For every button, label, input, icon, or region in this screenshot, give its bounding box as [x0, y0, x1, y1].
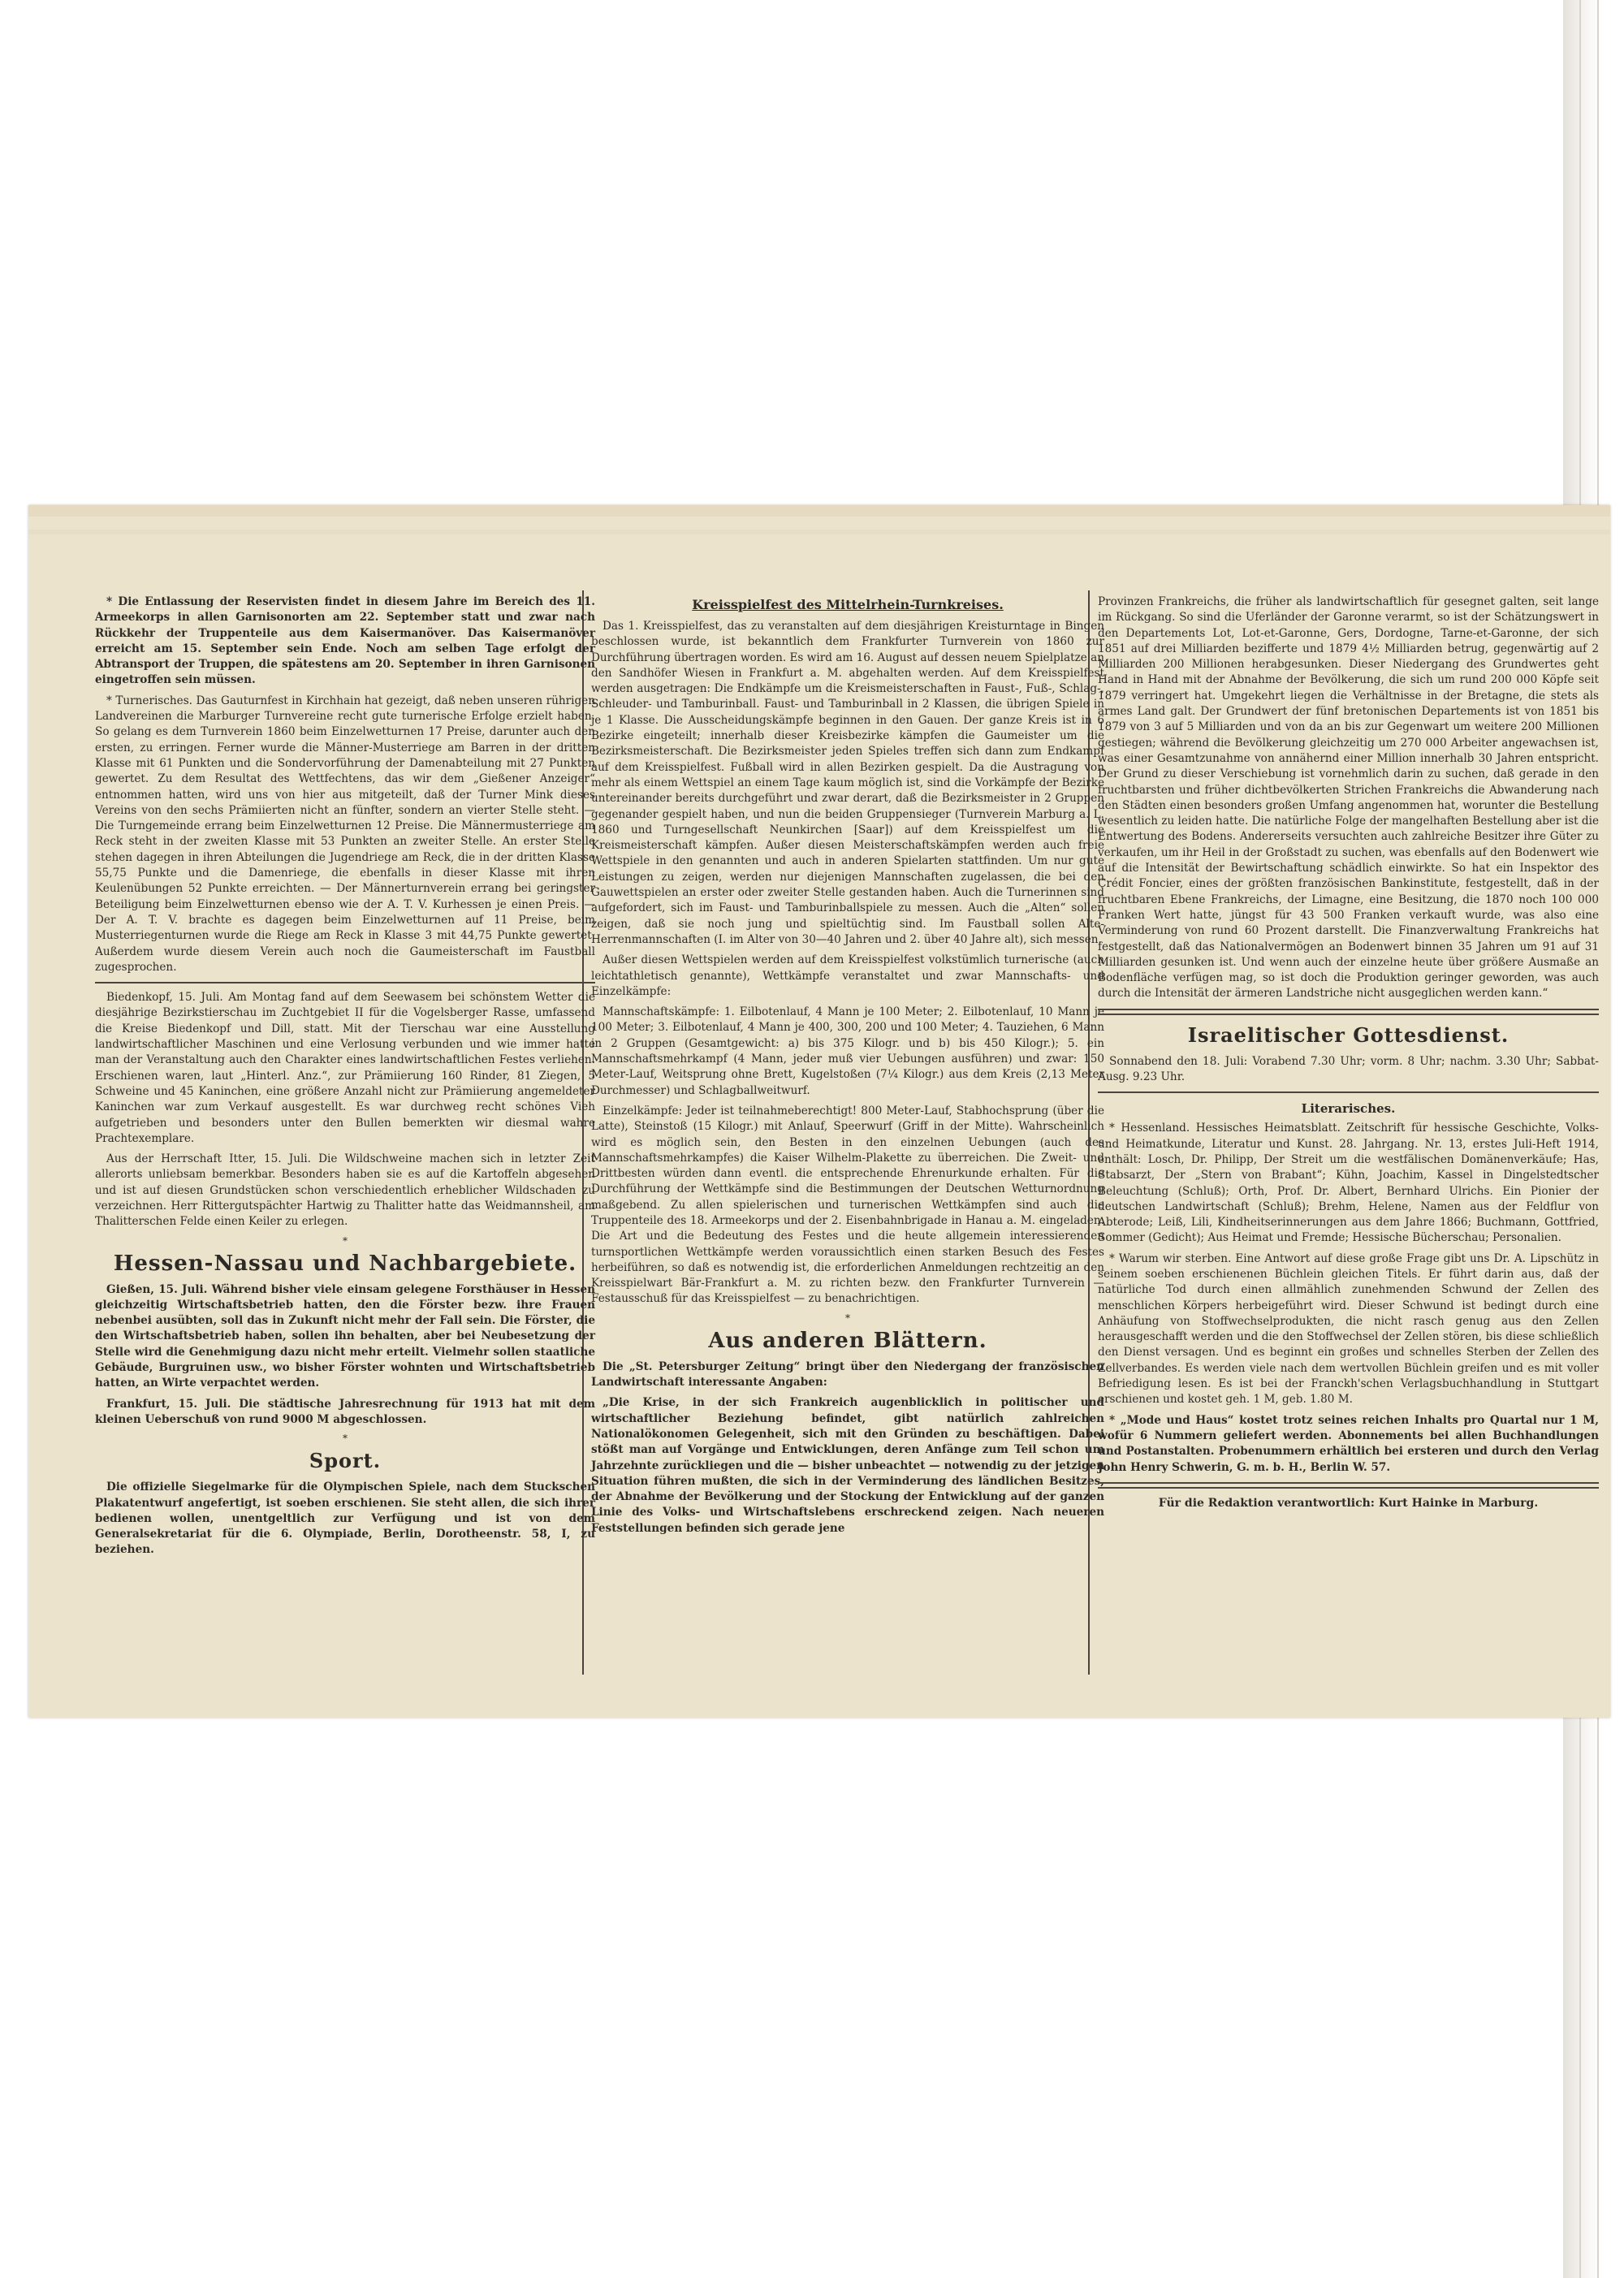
article-krise: „Die Krise, in der sich Frankreich augenblicklich in politischer und wirtschaftlicher Beziehung befindet, gibt natürlich zahlreichen Nationalökonomen Gelegenheit, sich mit den Gründen zu beschäftigen. Dabei stößt man auf Vorgänge und Entwicklungen, deren Anfänge zum Teil schon um Jahrzehnte zurückliegen und die — bisher unbeachtet — notwendig zu der jetzigen Situation führen mußten, die sich in der Verminderung des ländlichen Besitzes, der Abnahme der Bevölkerung und der Stockung der Entwicklung auf der ganzen Linie des Volks- und Wirtschaftslebens erschreckend zeigen. Nach neueren Feststellungen befinden sich gerade jene: [591, 1396, 1104, 1535]
section-heading-gottesdienst: Israelitischer Gottesdienst.: [1187, 1022, 1510, 1047]
article-reservisten: * Die Entlassung der Reservisten findet in diesem Jahre im Bereich des 11. Armeekorps in allen Garnisonorten am 22. September statt und zwar nach Rückkehr der Truppenteile aus dem Kaisermanöver. Das Kaisermanöver erreicht am 15. September sein Ende. Noch am selben Tage erfolgt der Abtransport der Truppen, die spätestens am 20. September in ihren Garnisonen eingetroffen sein müssen.: [95, 595, 595, 687]
fold-band: [28, 505, 1610, 517]
newspaper-clipping: [28, 505, 1610, 1718]
section-heading-literarisches: Literarisches.: [1301, 1101, 1396, 1117]
editor-credit: Für die Redaktion verantwortlich: Kurt Hainke in Marburg.: [1158, 1496, 1539, 1510]
divider: [1098, 1091, 1599, 1093]
section-heading-kreisspielfest: Kreisspielfest des Mittelrhein-Turnkreises.: [692, 597, 1004, 612]
article-frankfurt: Frankfurt, 15. Juli. Die städtische Jahresrechnung für 1913 hat mit dem kleinen Ueberschuß von rund 9000 M abgeschlossen.: [95, 1397, 595, 1426]
article-frankreich-cont: Provinzen Frankreichs, die früher als landwirtschaftlich für gesegnet galten, seit lange im Rückgang. So sind die Uferländer der Garonne verarmt, so ist der Schätzungswert in den Departements Lot, Lot-et-Garonne, Gers, Dordogne, Tarne-et-Garonne, der sich 1851 auf drei Milliarden bezifferte und 1879 4½ Milliarden betrug, gegenwärtig auf 2 Milliarden 200 Millionen herabgesunken. Dieser Niedergang des Grundwertes geht Hand in Hand mit der Abnahme der Bevölkerung, die sich um rund 200 000 Köpfe seit 1879 verringert hat. Umgekehrt liegen die Verhältnisse in der Bretagne, die stets als armes Land galt. Der Grundwert der fünf bretonischen Departements ist von 1851 bis 1879 von 3 auf 5 Milliarden und von da an bis zur Gegenwart um weitere 200 Millionen gestiegen; während die Bevölkerung gleichzeitig um 270 000 Arbeiter angewachsen ist, was einer Gesamtzunahme von annähernd einer Million innerhalb 30 Jahren entspricht. Der Grund zu dieser Verschiebung ist vornehmlich darin zu suchen, daß gerade in den fruchtbarsten und früher dichtbevölkerten Strichen Frankreichs die Abwanderung nach den Städten einen besonders großen Umfang angenommen hat, worunter die Bestellung wesentlich zu leiden hatte. Die natürliche Folge der mangelhaften Bestellung aber ist die Entwertung des Bodens. Andererseits versuchten auch zahlreiche Besitzer ihre Güter zu verkaufen, um ihr Heil in der Großstadt zu suchen, was ebenfalls auf den Bodenwert wie auf die Intensität der Bewirtschaftung schädlich einwirkte. So hat ein Inspektor des Crédit Foncier, eines der größten französischen Bankinstitute, festgestellt, daß in der fruchtbaren Ebene Frankreichs, der Limagne, eine Besitzung, die 1870 noch 100 000 Franken Wert hatte, jüngst für 43 500 Franken verkauft wurde, was also eine Verminderung von rund 60 Prozent darstellt. Die Finanzverwaltung Frankreichs hat festgestellt, daß das Nationalvermögen an Bodenwert binnen 35 Jahren um 91 auf 31 Milliarden gesunken ist. Und wenn auch der einzelne heute über größere Ausmaße an Bodenfläche verfügen mag, so ist doch die Produktion geringer geworden, was auch durch die Intensität der ärmeren Landstriche nicht ausgeglichen werden kann.“: [1098, 595, 1599, 1001]
article-hessenland: * Hessenland. Hessisches Heimatsblatt. Zeitschrift für hessische Geschichte, Volks- und Heimatkunde, Literatur und Kunst. 28. Jahrgang. Nr. 13, erstes Juli-Heft 1914, enthält: Losch, Dr. Philipp, Der Streit um die westfälischen Domänenverkäufe; Has, Stabsarzt, Der „Stern von Brabant“; Kühn, Joachim, Kassel in Dingelstedtscher Beleuchtung (Schluß); Orth, Prof. Dr. Albert, Bernhard Ulrichs. Ein Pionier der deutschen Landwirtschaft (Schluß); Brehm, Helene, Namen aus der Feldflur von Abterode; Leiß, Lili, Kindheitserinnerungen aus dem Jahre 1866; Buchmann, Gottfried, Sommer (Gedicht); Aus Heimat und Fremde; Hessische Bücherschau; Personalien.: [1098, 1122, 1599, 1245]
section-heading-aus-anderen-blaettern: Aus anderen Blättern.: [708, 1328, 987, 1353]
article-itter: Aus der Herrschaft Itter, 15. Juli. Die Wildschweine machen sich in letzter Zeit allerorts unliebsam bemerkbar. Besonders haben sie es auf die Kartoffeln abgesehen und ist auf diesen Grundstücken schon verschiedentlich erheblicher Wildschaden zu verzeichnen. Herr Rittergutspächter Hartwig zu Thalitter hatte das Weidmannsheil, am Thalitterschen Felde einen Keiler zu erlegen.: [95, 1152, 595, 1229]
article-wettkaempfe: Außer diesen Wettspielen werden auf dem Kreisspielfest volkstümlich turnerische (auch leichtathletisch genannte), Wettkämpfe veranstaltet und zwar Mannschafts- und Einzelkämpfe:: [591, 953, 1104, 998]
article-mode-und-haus: * „Mode und Haus“ kostet trotz seines reichen Inhalts pro Quartal nur 1 M, wofür 6 Nummern geliefert werden. Abonnements bei allen Buchhandlungen und Postanstalten. Probenummern erhältlich bei ersteren und durch den Verlag John Henry Schwerin, G. m. b. H., Berlin W. 57.: [1098, 1413, 1599, 1474]
star-separator: *: [343, 1433, 348, 1445]
section-heading-hessen-nassau: Hessen-Nassau und Nachbargebiete.: [113, 1251, 577, 1276]
article-kreisspielfest: Das 1. Kreisspielfest, das zu veranstalten auf dem diesjährigen Kreisturntage in Bingen beschlossen wurde, ist bekanntlich dem Frankfurter Turnverein von 1860 zur Durchführung übertragen worden. Es wird am 16. August auf dessen neuem Spielplatze an den Sandhöfer Wiesen in Frankfurt a. M. abgehalten werden. Auf dem Kreisspielfest werden ausgetragen: Die Endkämpfe um die Kreismeisterschaften in Faust-, Fuß-, Schlag-, Schleuder- und Tamburinball. Faust- und Tamburinball in 2 Klassen, die übrigen Spiele in je 1 Klasse. Die Ausscheidungskämpfe beginnen in den Gauen. Der ganze Kreis ist in 6 Bezirke eingeteilt; innerhalb dieser Kreisbezirke kämpfen die Gaumeister um die Bezirksmeisterschaft. Die Bezirksmeister jeden Spieles treffen sich dann zum Endkampf auf dem Kreisspielfest. Fußball wird in allen Bezirken gespielt. Da die Austragung von mehr als einem Wettspiel an einem Tage kaum möglich ist, sind die Vorkämpfe der Bezirke untereinander bereits durchgeführt und zwar derart, daß die Bezirksmeister in 2 Gruppen gegenander gespielt haben, und nun die beiden Gruppensieger (Turnverein Marburg a. L. 1860 und Turngesellschaft Neunkirchen [Saar]) auf dem Kreisspielfest um die Kreismeisterschaft kämpfen. Außer diesen Meisterschaftskämpfen werden auch freie Wettspiele in den genannten und auch in anderen Spielarten stattfinden. Um nur gute Leistungen zu zeigen, werden nur diejenigen Mannschaften zugelassen, die bei den Gauwettspielen an erster oder zweiter Stelle gestanden haben. Auch die Turnerinnen sind aufgefordert, sich im Faust- und Tamburinballspiele zu messen. Auch die „Alten“ sollen zeigen, daß sie noch jung und spieltüchtig sind. Im Faustball sollen Alte-Herrenmannschaften (I. im Alter von 30—40 Jahren und 2. über 40 Jahre alt), sich messen.: [591, 620, 1104, 946]
column-right: [1098, 594, 1599, 1511]
article-warum-wir-sterben: * Warum wir sterben. Eine Antwort auf diese große Frage gibt uns Dr. A. Lipschütz in seinem soeben erschienenen Büchlein gleichen Titels. Er führt darin aus, daß der natürliche Tod durch einen allmählich zunehmenden Schwund der Zellen des menschlichen Körpers herbeigeführt wird. Dieser Schwund ist bedingt durch eine Anhäufung von Stoffwechselprodukten, die nicht rasch genug aus den Zellen herausgeschafft werden und die den Stoffwechsel der Zellen stören, bis diese schließlich den Dienst versagen. Und es beginnt ein großes und schnelles Sterben der Zellen des Zellverbandes. Es werden viele nach dem wertvollen Büchlein greifen und es mit voller Befriedigung lesen. Es ist bei der Franckh'schen Verlagsbuchhandlung in Stuttgart erschienen und kostet geh. 1 M, geb. 1.80 M.: [1098, 1251, 1599, 1407]
star-separator: *: [845, 1312, 850, 1324]
section-heading-sport: Sport.: [309, 1449, 382, 1473]
article-petersburger-intro: Die „St. Petersburger Zeitung“ bringt über den Niedergang der französischen Landwirtschaft interessante Angaben:: [591, 1359, 1104, 1390]
fold-band: [28, 530, 1610, 534]
article-biedenkopf: Biedenkopf, 15. Juli. Am Montag fand auf dem Seewasem bei schönstem Wetter die diesjährige Bezirkstierschau im Zuchtgebiet II für die Vogelsberger Rasse, umfassend die Kreise Biedenkopf und Dill, statt. Mit der Tierschau war eine Ausstellung landwirtschaftlicher Maschinen und eine Verlosung verbunden und wie immer hatte man der Veranstaltung auch den Charakter eines landwirtschaftlichen Festes verliehen. Erschienen waren, laut „Hinterl. Anz.“, zur Prämiierung 160 Rinder, 81 Ziegen, 5 Schweine und 45 Kaninchen, eine größere Anzahl nicht zur Prämiierung angemeldeter Kaninchen war zum Verkauf ausgestellt. Es war durchweg recht schönes Vieh aufgetrieben und besonders unter den Bullen bemerkten wir diesmal wahre Prachtexemplare.: [95, 991, 595, 1145]
article-gottesdienst-times: Sonnabend den 18. Juli: Vorabend 7.30 Uhr; vorm. 8 Uhr; nachm. 3.30 Uhr; Sabbat-Ausg. 9.23 Uhr.: [1098, 1054, 1599, 1084]
article-giessen: Gießen, 15. Juli. Während bisher viele einsam gelegene Forsthäuser in Hessen gleichzeitig Wirtschaftsbetrieb hatten, den die Förster bezw. ihre Frauen nebenbei ausübten, soll das in Zukunft nicht mehr der Fall sein. Die Förster, die den Wirtschaftsbetrieb haben, sollen ihn behalten, aber bei Neubesetzung der Stelle wird die Genehmigung dazu nicht mehr erteilt. Vielmehr sollen staatliche Gebäude, Burgruinen usw., wo bisher Förster wohnten und Wirtschaftsbetrieb hatten, an Wirte verpachtet werden.: [95, 1282, 595, 1390]
article-einzelkaempfe: Einzelkämpfe: Jeder ist teilnahmeberechtigt! 800 Meter-Lauf, Stabhochsprung (über die Latte), Steinstoß (15 Kilogr.) mit Anlauf, Speerwurf (Griff in der Mitte). Wahrscheinlich wird es möglich sein, den Besten in den einzelnen Uebungen (auch des Mannschaftsmehrkampfes) die Kaiser Wilhelm-Plakette zu überreichen. Die Zweit- und Drittbesten würden dann eventl. die entsprechende Ehrenurkunde erhalten. Für die Durchführung der Wettkämpfe sind die Bestimmungen der Deutschen Wetturnordnung maßgebend. Zu allen spielerischen und turnerischen Wettkämpfen sind auch die Truppenteile des 18. Armeekorps und der 2. Eisenbahnbrigade in Hanau a. M. eingeladen. Die Art und die Bedeutung des Festes und die heute allgemein interessierenden turnsportlichen Wettkämpfe werden voraussichtlich einen starken Besuch des Festes herbeiführen, so daß es notwendig ist, die erforderlichen Anmeldungen rechtzeitig an den Kreisspielwart Bär-Frankfurt a. M. zu richten bezw. den Frankfurter Turnverein — Festausschuß für das Kreisspielfest — zu benachrichtigen.: [591, 1104, 1104, 1306]
article-olympiade: Die offizielle Siegelmarke für die Olympischen Spiele, nach dem Stuckschen Plakatentwurf angefertigt, ist soeben erschienen. Sie steht allen, die sich ihrer bedienen wollen, unentgeltlich zur Verfügung und ist von dem Generalsekretariat für die 6. Olympiade, Berlin, Dorotheenstr. 58, I, zu beziehen.: [95, 1480, 595, 1557]
divider: [95, 982, 595, 983]
divider: [1098, 1009, 1599, 1015]
divider: [1098, 1482, 1599, 1489]
star-separator: *: [343, 1234, 348, 1247]
column-left: [95, 594, 595, 1563]
article-turnerisches: * Turnerisches. Das Gauturnfest in Kirchhain hat gezeigt, daß neben unseren rührigen Landvereinen die Marburger Turnvereine recht gute turnerische Erfolge erzielt haben. So gelang es dem Turnverein 1860 beim Einzelwetturnen 17 Preise, darunter auch den ersten, zu erringen. Ferner wurde die Männer-Musterriege am Barren in der dritten Klasse mit 61 Punkten und die Sondervorführung der Damenabteilung mit 27 Punkten gewertet. Zu dem Resultat des Wettfechtens, das wir dem „Gießener Anzeiger“ entnommen hatten, wird uns von hier aus mitgeteilt, daß der Turner Mink dieses Vereins von den sechs Prämiierten nicht an fünfter, sondern an vierter Stelle steht. — Die Turngemeinde errang beim Einzelwetturnen 12 Preise. Die Männermusterriege am Reck steht in der zweiten Klasse mit 53 Punkten an zweiter Stelle. An erster Stelle stehen dagegen in ihren Abteilungen die Jugendriege am Reck, die in der dritten Klasse 55,75 Punkte und die Damenriege, die ebenfalls in dieser Klasse mit ihren Keulenübungen 52 Punkte erreichten. — Der Männerturnverein errang bei geringster Beteiligung beim Einzelwetturnen ebenso wie der A. T. V. Kurhessen je einen Preis. — Der A. T. V. brachte es dagegen beim Einzelwetturnen auf 11 Preise, beim Musterriegenturnen wurde die Riege am Reck in Klasse 3 mit 44,75 Punkte gewertet. Außerdem wurde diesem Verein auch noch die Gaumeisterschaft im Faustball zugesprochen.: [95, 694, 595, 974]
column-middle: [591, 594, 1104, 1541]
article-mannschaftskaempfe: Mannschaftskämpfe: 1. Eilbotenlauf, 4 Mann je 100 Meter; 2. Eilbotenlauf, 10 Mann je 100 Meter; 3. Eilbotenlauf, 4 Mann je 400, 300, 200 und 100 Meter; 4. Tauziehen, 6 Mann in 2 Gruppen (Gesamtgewicht: a) bis 375 Kilogr. und b) bis 450 Kilogr.); 5. ein Mannschaftsmehrkampf (4 Mann, jeder muß vier Uebungen ausführen) und zwar: 150 Meter-Lauf, Weitsprung ohne Brett, Kugelstoßen (7¼ Kilogr.) aus dem Kreis (2,13 Meter Durchmesser) und Schlagballweitwurf.: [591, 1005, 1104, 1097]
